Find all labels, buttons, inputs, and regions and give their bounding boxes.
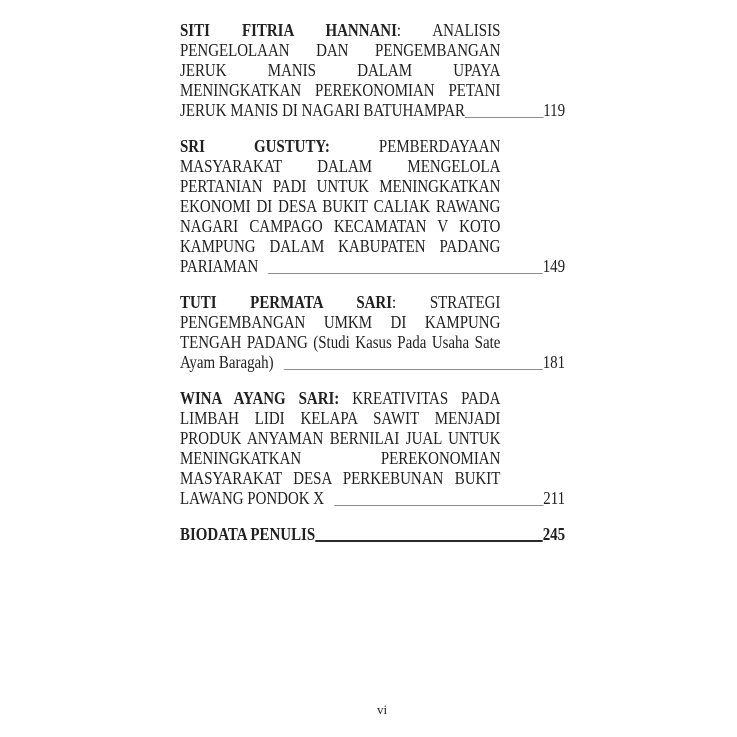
title-text-end: JERUK MANIS DI NAGARI BATUHAMPAR: [180, 100, 466, 120]
toc-entry-last-line: [180, 256, 565, 276]
page-number: 211: [543, 488, 566, 508]
title-text-line: PENGELOLAAN DAN PENGEMBANGAN: [180, 40, 501, 60]
toc-entry-first-line: [180, 136, 500, 156]
toc-entry-first-line: [180, 292, 500, 312]
title-text-end: PARIAMAN: [180, 256, 259, 276]
title-text-line: LIMBAH LIDI KELAPA SAWIT MENJADI: [180, 408, 501, 428]
author-name: TUTI PERMATA SARI: [180, 292, 393, 312]
toc-entry-last-line: [180, 352, 565, 372]
author-name: WINA AYANG SARI:: [180, 388, 340, 408]
title-text-end: LAWANG PONDOK X: [180, 488, 325, 508]
title-text: PEMBERDAYAAN: [329, 136, 501, 156]
tab-leader-line: [268, 273, 542, 274]
title-text-line: NAGARI CAMPAGO KECAMATAN V KOTO: [180, 216, 501, 236]
title-text-line: KAMPUNG DALAM KABUPATEN PADANG: [180, 236, 501, 256]
toc-entry: [180, 524, 565, 544]
title-text-line: MASYARAKAT DALAM MENGELOLA: [180, 156, 501, 176]
toc-entry-last-line: [180, 488, 565, 508]
toc-entry-first-line: [180, 388, 500, 408]
author-name: SITI FITRIA HANNANI: [180, 20, 397, 40]
title-text: : STRATEGI: [392, 292, 501, 312]
title-text-line: JERUK MANIS DALAM UPAYA: [180, 60, 501, 80]
toc-entry: [180, 20, 565, 120]
toc-entry: [180, 136, 565, 276]
toc-entry-last-line: [180, 524, 565, 544]
author-name: SRI GUSTUTY:: [180, 136, 330, 156]
title-text-line: PENGEMBANGAN UMKM DI KAMPUNG: [180, 312, 501, 332]
tab-leader-line: [315, 540, 543, 542]
title-text: : ANALISIS: [396, 20, 501, 40]
toc-entry-first-line: [180, 20, 500, 40]
footer-page-number: vi: [377, 702, 388, 717]
title-text: KREATIVITAS PADA: [339, 388, 501, 408]
title-text-line: TENGAH PADANG (Studi Kasus Pada Usaha Sate: [180, 332, 501, 352]
title-text-line: EKONOMI DI DESA BUKIT CALIAK RAWANG: [180, 196, 501, 216]
title-text-line: MENINGKATKAN PEREKONOMIAN: [180, 448, 501, 468]
tab-leader-line: [284, 369, 543, 370]
title-text-end: BIODATA PENULIS: [180, 524, 316, 544]
tab-leader-line: [465, 117, 543, 118]
toc-entry: [180, 292, 565, 372]
title-text-line: PRODUK ANYAMAN BERNILAI JUAL UNTUK: [180, 428, 501, 448]
title-text-line: PERTANIAN PADI UNTUK MENINGKATKAN: [180, 176, 501, 196]
table-of-contents: [180, 20, 565, 560]
page-number: 245: [542, 524, 566, 544]
toc-entry-last-line: [180, 100, 565, 120]
title-text-end: Ayam Baragah): [180, 352, 274, 372]
title-text-line: MASYARAKAT DESA PERKEBUNAN BUKIT: [180, 468, 501, 488]
page-number: 149: [542, 256, 566, 276]
page-number: 181: [542, 352, 566, 372]
page-number: 119: [543, 100, 566, 120]
title-text-line: MENINGKATKAN PEREKONOMIAN PETANI: [180, 80, 501, 100]
toc-entry: [180, 388, 565, 508]
tab-leader-line: [334, 505, 543, 506]
